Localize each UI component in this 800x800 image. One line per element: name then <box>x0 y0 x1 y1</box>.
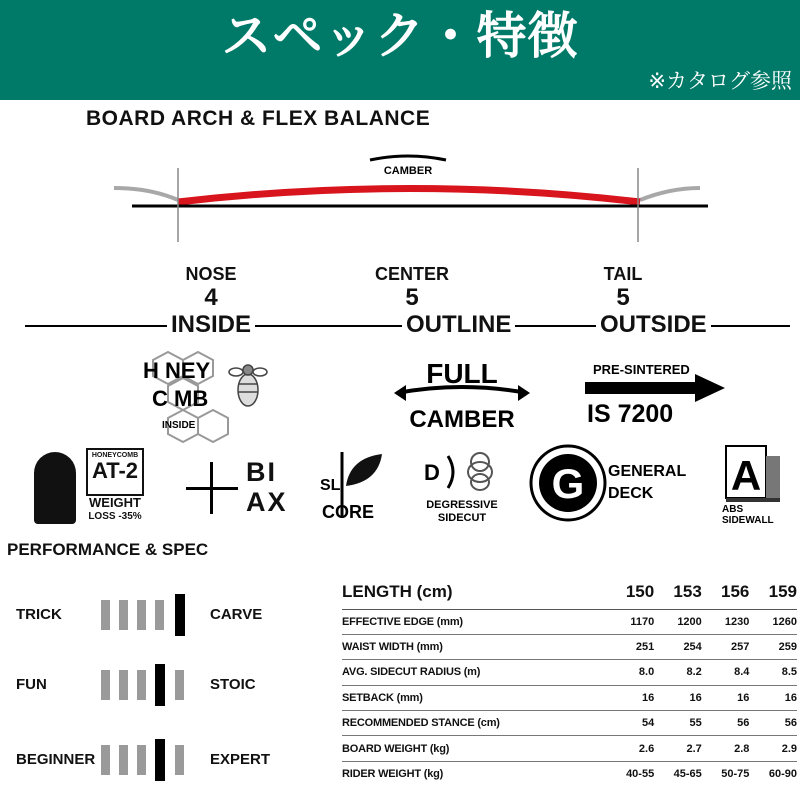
sidecut-circles-icon <box>468 453 492 490</box>
degressive-bottom-text: SIDECUT <box>437 512 487 524</box>
camber-profile-label: CAMBER <box>383 165 433 177</box>
spec-row <box>342 634 797 659</box>
full-camber-bottom-text: CAMBER <box>409 406 515 433</box>
spec-cell: 2.9 <box>749 736 797 761</box>
biax-vertical-line <box>210 462 213 514</box>
spec-cell: 8.4 <box>702 660 750 685</box>
spec-cell: 45-65 <box>673 768 702 781</box>
spec-cell: 2.6 <box>607 736 655 761</box>
sidecut-arc-icon <box>448 456 453 488</box>
deck-text: DECK <box>608 485 654 502</box>
performance-scale-bar <box>137 745 146 775</box>
spec-cell: 54 <box>607 711 655 736</box>
spec-row <box>342 711 797 736</box>
spec-table <box>342 575 797 787</box>
spec-row-label: EFFECTIVE EDGE (mm) <box>342 609 607 634</box>
spec-cell: 60-90 <box>768 768 797 781</box>
spec-row <box>342 660 797 685</box>
full-camber-top-text: FULL <box>426 358 498 389</box>
spec-row-label: SETBACK (mm) <box>342 685 607 710</box>
performance-scale-bar <box>101 670 110 700</box>
spec-cell: 1260 <box>749 609 797 634</box>
sidewall-text: SIDEWALL <box>722 515 774 524</box>
spec-header-size: 150 <box>607 575 655 609</box>
performance-left-label: TRICK <box>16 606 62 623</box>
performance-level-marker <box>155 664 165 706</box>
spec-row <box>342 609 797 634</box>
performance-scale-bar <box>137 670 146 700</box>
honeycomb-badge <box>138 350 278 450</box>
spec-cell: 8.2 <box>654 660 702 685</box>
camber-arc-icon <box>370 156 446 160</box>
spec-cell: 1230 <box>702 609 750 634</box>
flex-tail-value: 5 <box>616 284 630 311</box>
base-model-text: IS 7200 <box>587 400 674 428</box>
at2-badge <box>86 448 144 496</box>
board-silhouette-icon <box>34 452 76 524</box>
spec-cell: 40-55 <box>626 768 655 781</box>
spec-row <box>342 685 797 710</box>
performance-scale-bar <box>175 745 184 775</box>
flex-center-label: CENTER <box>374 264 449 284</box>
flex-tail-label: TAIL <box>603 264 643 284</box>
at2-honeycomb-text: HONEYCOMB <box>91 452 139 459</box>
spec-cell: 251 <box>607 634 655 659</box>
general-deck-letter: G <box>551 460 585 507</box>
presintered-text: PRE-SINTERED <box>593 362 690 377</box>
spec-row-label: RIDER WEIGHT (kg) <box>342 768 444 781</box>
spec-row-label: RECOMMENDED STANCE (cm) <box>342 711 607 736</box>
spec-cell: 16 <box>607 685 655 710</box>
spec-cell: 257 <box>702 634 750 659</box>
camber-line <box>178 189 640 203</box>
spec-header-size: 156 <box>702 575 750 609</box>
performance-scale-bar <box>119 600 128 630</box>
bee-icon <box>229 365 267 406</box>
performance-scale-bar <box>137 600 146 630</box>
performance-level-marker <box>175 594 185 636</box>
weight-loss-value: LOSS -35% <box>88 511 142 522</box>
abs-text: ABS <box>722 504 744 515</box>
spec-header-size: 153 <box>654 575 702 609</box>
spec-cell: 1170 <box>607 609 655 634</box>
performance-right-label: EXPERT <box>210 751 271 768</box>
spec-cell: 8.0 <box>607 660 655 685</box>
honeycomb-word-top: H NEY <box>143 358 211 383</box>
nose-tip-line <box>114 188 178 200</box>
sl-text: SL <box>320 477 341 494</box>
degressive-top-text: DEGRESSIVE <box>426 499 498 511</box>
performance-scale-bar <box>155 600 164 630</box>
degressive-sidecut-badge <box>420 450 505 525</box>
catalog-note: ※カタログ参照 <box>648 69 792 93</box>
honeycomb-inside-text: INSIDE <box>162 420 196 431</box>
spec-cell: 8.5 <box>749 660 797 685</box>
weight-title: WEIGHT <box>89 495 141 510</box>
full-camber-badge <box>392 355 532 435</box>
tail-tip-line <box>640 188 700 200</box>
header-banner <box>0 0 800 100</box>
spec-cell: 56 <box>702 711 750 736</box>
performance-left-label: FUN <box>16 676 47 693</box>
spec-header-length: LENGTH (cm) <box>342 575 607 609</box>
spec-cell: 259 <box>749 634 797 659</box>
page-title: スペック・特徴 <box>221 7 579 65</box>
outline-label: OUTLINE <box>402 311 515 339</box>
performance-right-label: CARVE <box>210 606 263 623</box>
at2-text: AT-2 <box>91 458 139 483</box>
honeycomb-word-bottom: C MB <box>152 386 209 411</box>
spec-cell: 55 <box>654 711 702 736</box>
flex-nose-value: 4 <box>204 284 218 311</box>
spec-cell: 2.7 <box>654 736 702 761</box>
spec-cell: 16 <box>749 685 797 710</box>
abs-letter: A <box>730 452 762 499</box>
general-deck-badge <box>528 442 688 524</box>
spec-cell: 16 <box>654 685 702 710</box>
performance-title: PERFORMANCE & SPEC <box>7 540 209 559</box>
biax-top-text: BI <box>246 457 277 487</box>
spec-cell: 1200 <box>654 609 702 634</box>
spec-row-label: AVG. SIDECUT RADIUS (m) <box>342 660 607 685</box>
leaf-icon <box>346 454 382 486</box>
performance-scale-bar <box>119 745 128 775</box>
arch-section-title: BOARD ARCH & FLEX BALANCE <box>86 107 431 130</box>
flex-center-value: 5 <box>405 284 419 311</box>
performance-scale-bar <box>101 600 110 630</box>
degressive-letter: D <box>424 460 440 485</box>
spec-row-label: BOARD WEIGHT (kg) <box>342 736 607 761</box>
spec-header-size: 159 <box>749 575 797 609</box>
spec-row <box>342 761 797 786</box>
performance-right-label: STOIC <box>210 676 256 693</box>
spec-cell: 16 <box>702 685 750 710</box>
flex-nose-label: NOSE <box>185 264 237 284</box>
spec-cell: 2.8 <box>702 736 750 761</box>
general-text: GENERAL <box>608 463 687 480</box>
arrow-right-icon <box>585 374 725 402</box>
spec-row <box>342 736 797 761</box>
outside-label: OUTSIDE <box>596 311 711 339</box>
spec-cell: 254 <box>654 634 702 659</box>
spec-header-row <box>342 575 797 609</box>
abs-sidewall-badge <box>718 442 790 524</box>
spec-cell: 56 <box>749 711 797 736</box>
inside-label: INSIDE <box>167 311 255 339</box>
double-arrow-icon <box>397 387 527 393</box>
camber-profile-diagram <box>100 140 720 250</box>
spec-cell: 50-75 <box>721 768 750 781</box>
sl-core-badge <box>320 448 390 523</box>
performance-scale-bar <box>175 670 184 700</box>
performance-scale-bar <box>101 745 110 775</box>
core-text: CORE <box>322 502 375 522</box>
biax-bottom-text: AX <box>246 487 288 517</box>
performance-scale-bar <box>119 670 128 700</box>
spec-row-label: WAIST WIDTH (mm) <box>342 634 607 659</box>
performance-level-marker <box>155 739 165 781</box>
performance-left-label: BEGINNER <box>16 751 96 768</box>
presintered-base-badge <box>585 358 730 428</box>
